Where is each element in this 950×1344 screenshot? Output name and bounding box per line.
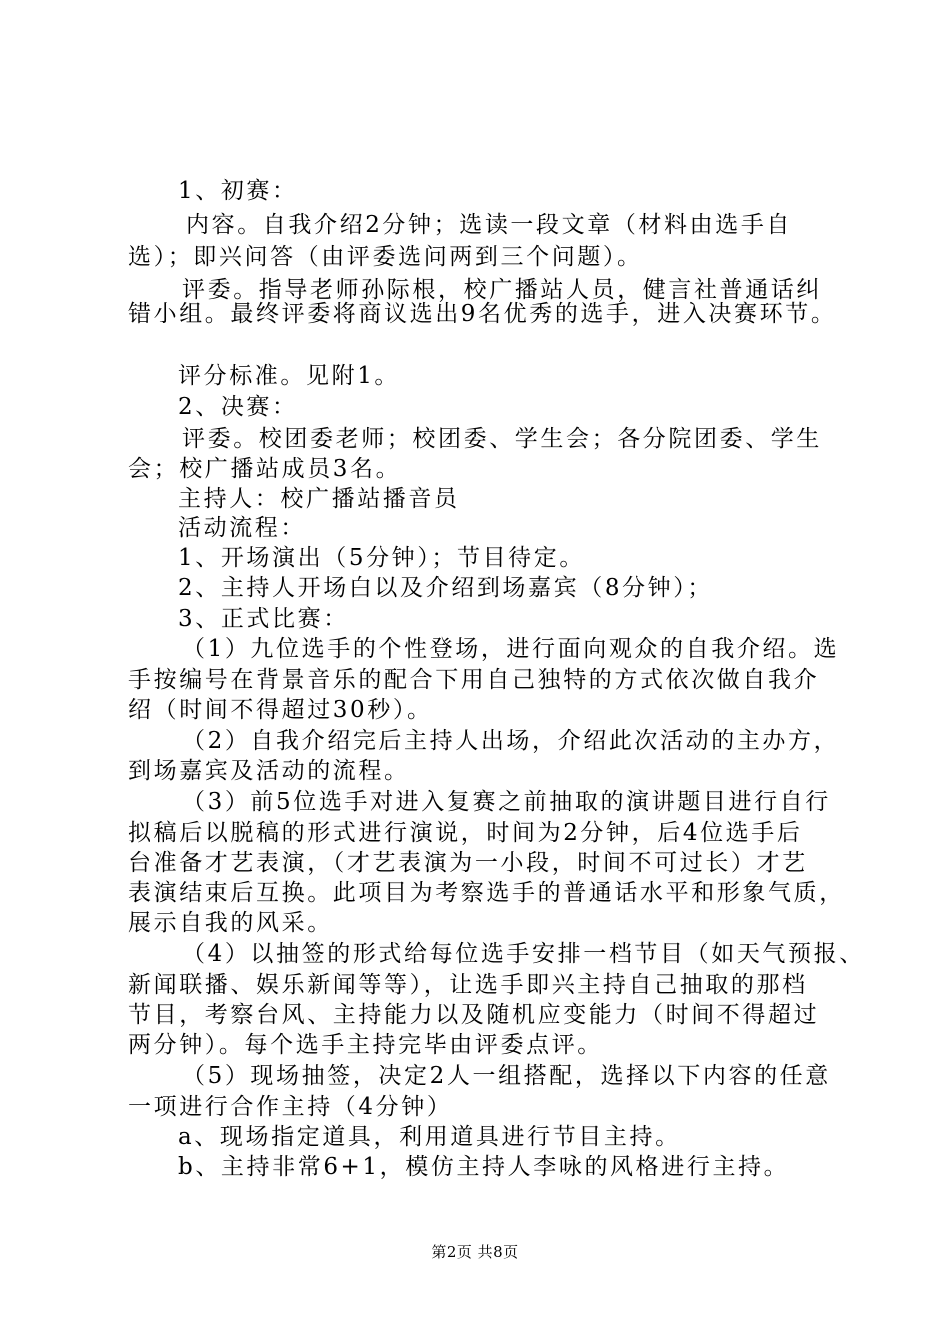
text-line: 评委。指导老师孙际根，校广播站人员，健言社普通话纠 bbox=[182, 277, 822, 303]
text-line: 展示自我的风采。 bbox=[128, 910, 333, 936]
text-line: 两分钟）。每个选手主持完毕由评委点评。 bbox=[128, 1032, 603, 1058]
text-line: 1、开场演出（5分钟）；节目待定。 bbox=[178, 545, 585, 571]
text-line: 主持人：校广播站播音员 bbox=[178, 486, 460, 512]
text-line: 错小组。最终评委将商议选出9名优秀的选手，进入决赛环节。 bbox=[128, 301, 837, 327]
text-line: b、主持非常6+1，模仿主持人李咏的风格进行主持。 bbox=[178, 1154, 790, 1180]
text-line: 新闻联播、娱乐新闻等等），让选手即兴主持自己抽取的那档 bbox=[128, 972, 808, 998]
text-line: 评分标准。见附1。 bbox=[178, 363, 401, 389]
text-line: （3）前5位选手对进入复赛之前抽取的演讲题目进行自行 bbox=[182, 789, 831, 815]
text-line: 绍（时间不得超过30秒）。 bbox=[128, 697, 433, 723]
text-line: 节目，考察台风、主持能力以及随机应变能力（时间不得超过 bbox=[128, 1002, 820, 1028]
text-line: 到场嘉宾及活动的流程。 bbox=[128, 758, 410, 784]
text-line: 1、初赛： bbox=[178, 178, 298, 204]
text-line: （5）现场抽签，决定2人一组搭配，选择以下内容的任意 bbox=[182, 1063, 831, 1089]
text-line: （1）九位选手的个性登场，进行面向观众的自我介绍。选 bbox=[182, 636, 840, 662]
text-line: 台准备才艺表演，（才艺表演为一小段，时间不可过长）才艺 bbox=[128, 850, 808, 876]
text-line: （2）自我介绍完后主持人出场，介绍此次活动的主办方， bbox=[182, 728, 840, 754]
text-line: （4）以抽签的形式给每位选手安排一档节目（如天气预报、 bbox=[182, 941, 865, 967]
text-line: 3、正式比赛： bbox=[178, 606, 349, 632]
text-line: 活动流程： bbox=[178, 515, 306, 541]
text-line: 内容。自我介绍2分钟；选读一段文章（材料由选手自 bbox=[186, 212, 793, 238]
text-line: 手按编号在背景音乐的配合下用自己独特的方式依次做自我介 bbox=[128, 667, 820, 693]
text-line: 选）；即兴问答（由评委选问两到三个问题）。 bbox=[128, 244, 643, 270]
page-number-footer: 第2页 共8页 bbox=[431, 1243, 519, 1261]
text-line: 2、决赛： bbox=[178, 394, 298, 420]
text-line: a、现场指定道具，利用道具进行节目主持。 bbox=[178, 1124, 681, 1150]
text-line: 2、主持人开场白以及介绍到场嘉宾（8分钟）； bbox=[178, 575, 713, 601]
text-line: 拟稿后以脱稿的形式进行演说，时间为2分钟，后4位选手后 bbox=[128, 820, 803, 846]
text-line: 表演结束后互换。此项目为考察选手的普通话水平和形象气质， bbox=[128, 880, 845, 906]
text-line: 评委。校团委老师；校团委、学生会；各分院团委、学生 bbox=[182, 426, 822, 452]
text-line: 一项进行合作主持（4分钟） bbox=[128, 1094, 453, 1120]
text-line: 会；校广播站成员3名。 bbox=[128, 456, 402, 482]
